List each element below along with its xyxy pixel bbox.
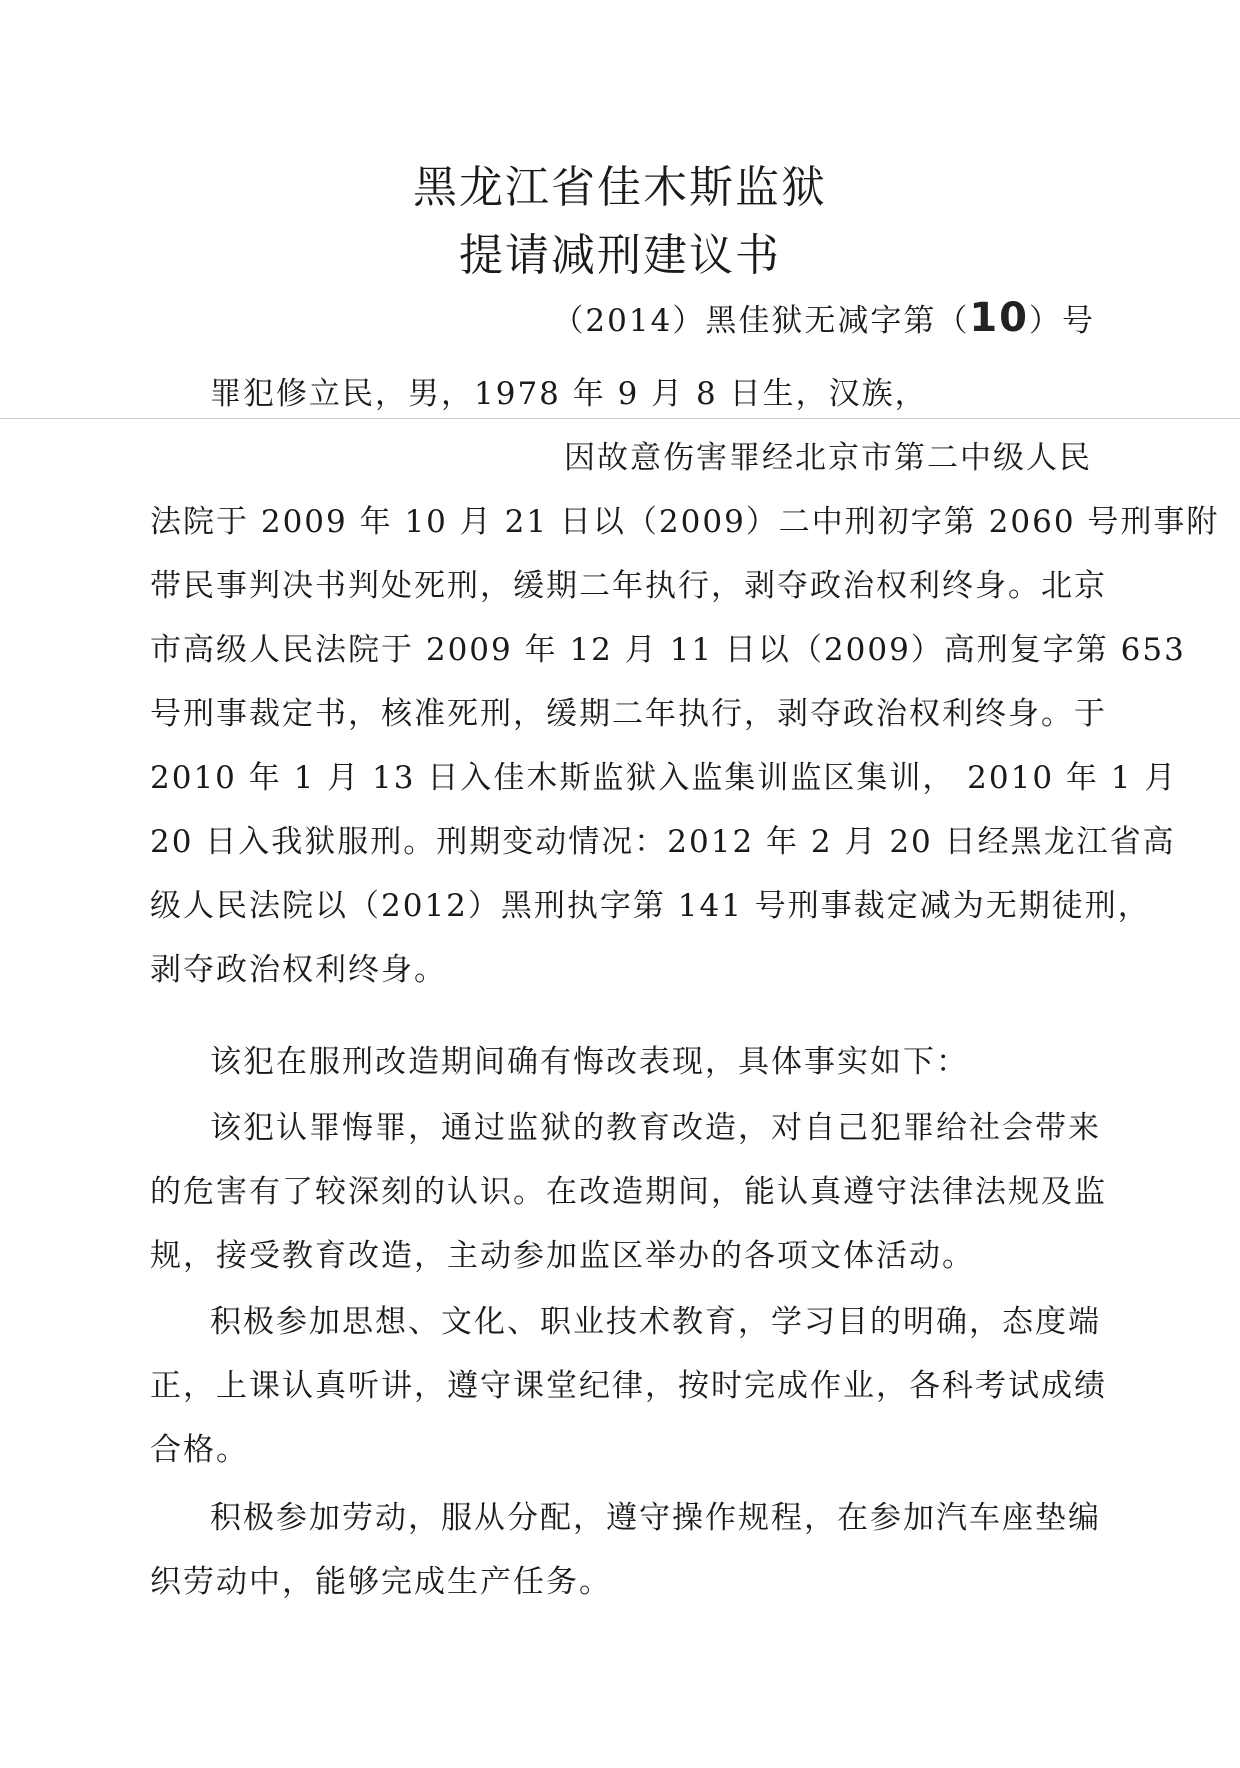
body-line: 正，上课认真听讲，遵守课堂纪律，按时完成作业，各科考试成绩 [150, 1368, 1107, 1404]
document-number [552, 295, 1095, 341]
body-line: 带民事判决书判处死刑，缓期二年执行，剥夺政治权利终身。北京 [150, 568, 1107, 604]
body-line: 市高级人民法院于 2009 年 12 月 11 日以（2009）高刑复字第 653 [150, 632, 1186, 668]
document-number-suffix: ）号 [1029, 303, 1095, 339]
body-line: 号刑事裁定书，核准死刑，缓期二年执行，剥夺政治权利终身。于 [150, 696, 1107, 732]
body-line: 剥夺政治权利终身。 [150, 952, 447, 988]
body-line: 规，接受教育改造，主动参加监区举办的各项文体活动。 [150, 1238, 975, 1274]
body-line: 该犯在服刑改造期间确有悔改表现，具体事实如下： [210, 1044, 969, 1080]
body-line: 积极参加劳动，服从分配，遵守操作规程，在参加汽车座垫编 [210, 1500, 1101, 1536]
body-line: 积极参加思想、文化、职业技术教育，学习目的明确，态度端 [210, 1304, 1101, 1340]
document-number-prefix: （2014）黑佳狱无减字第（ [552, 303, 970, 339]
body-line: 法院于 2009 年 10 月 21 日以（2009）二中刑初字第 2060 号刑事附 [150, 504, 1220, 540]
body-line: 因故意伤害罪经北京市第二中级人民 [564, 440, 1092, 476]
document-number-handwritten: 10 [969, 295, 1029, 341]
document-title-line2: 提请减刑建议书 [459, 230, 781, 281]
body-line: 织劳动中，能够完成生产任务。 [150, 1564, 612, 1600]
body-line: 合格。 [150, 1432, 249, 1468]
document-title-line1: 黑龙江省佳木斯监狱 [413, 162, 827, 213]
body-line: 的危害有了较深刻的认识。在改造期间，能认真遵守法律法规及监 [150, 1174, 1107, 1210]
body-line: 该犯认罪悔罪，通过监狱的教育改造，对自己犯罪给社会带来 [210, 1110, 1101, 1146]
body-line: 级人民法院以（2012）黑刑执字第 141 号刑事裁定减为无期徒刑， [150, 888, 1151, 924]
body-line: 20 日入我狱服刑。刑期变动情况：2012 年 2 月 20 日经黑龙江省高 [150, 824, 1176, 860]
scan-mark [0, 418, 1240, 419]
body-line: 2010 年 1 月 13 日入佳木斯监狱入监集训监区集训， 2010 年 1 月 [150, 760, 1178, 796]
body-line: 罪犯修立民，男，1978 年 9 月 8 日生，汉族， [210, 376, 928, 412]
